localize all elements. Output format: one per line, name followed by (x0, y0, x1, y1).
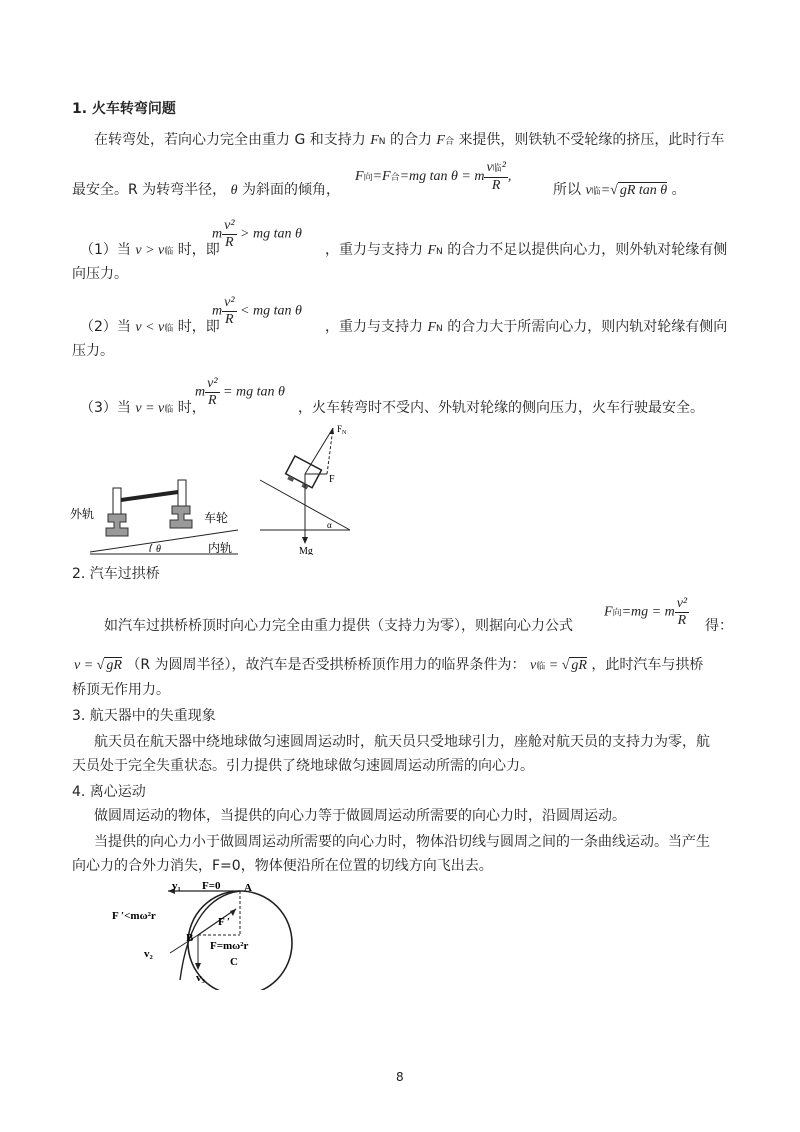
inner-rail-label: 内轨 (208, 541, 233, 555)
fn-label: $F_N$ (337, 424, 347, 436)
v3-label: v₃ (196, 972, 205, 984)
formula-ineq2: m $\frac{\text{v²}}{R}$ < mg tan θ (212, 295, 302, 327)
s2-text: （R 为圆周半径），故汽车是否受拱桥桥顶作用力的临界条件为： (126, 657, 526, 673)
incline-force-figure (255, 420, 365, 555)
s1-line1 (94, 130, 724, 152)
s1-text: 来提供，则铁轨不受轮缘的挤压，此时行车 (458, 132, 725, 148)
formula-fn: FN (370, 133, 386, 148)
s2-end: 得： (705, 618, 733, 634)
case-2 (80, 317, 220, 339)
point-b-label: B (186, 932, 194, 944)
s3-line1: 航天员在航天器中绕地球做匀速圆周运动时，航天员只受地球引力，座舱对航天员的支持力为零，航 (94, 734, 710, 750)
outer-rail-label: 外轨 (70, 507, 95, 521)
formula-fn: FN (427, 243, 443, 258)
formula-fn: FN (427, 320, 443, 335)
rail-cross-section-figure (68, 470, 248, 560)
f0-label: F=0 (202, 880, 221, 892)
s1-text: 所以 (553, 182, 581, 198)
formula-v-sqrt: v = √ gR (74, 658, 122, 673)
formula-cond2: v < v临 (135, 320, 174, 335)
case-1 (80, 240, 220, 262)
formula-vlin-sqrt: v临 = √ gR (530, 658, 587, 673)
alpha-label: α (327, 520, 332, 530)
case-text: 时，即 (177, 319, 220, 335)
point-c-label: C (230, 956, 238, 968)
s4-line1: 做圆周运动的物体，当提供的向心力等于做圆周运动所需要的向心力时，沿圆周运动。 (94, 808, 626, 824)
case-3 (80, 398, 206, 420)
s3-line2: 天员处于完全失重状态。引力提供了绕地球做匀速圆周运动所需的向心力。 (72, 758, 534, 774)
s4-line3: 向心力的合外力消失，F=0，物体便沿所在位置的切线方向飞出去。 (72, 858, 493, 874)
case-text: ，重力与支持力 (325, 319, 423, 335)
wheel-label: 车轮 (204, 511, 229, 525)
case-text: （1）当 (80, 242, 131, 258)
s2-line3: 桥顶无作用力。 (72, 682, 170, 698)
formula-eq3: m $\frac{\text{v²}}{R}$ = mg tan θ (195, 376, 285, 408)
s1-text: 的合力 (389, 132, 432, 148)
s1-text: 在转弯处，若向心力完全由重力 G 和支持力 (94, 132, 366, 148)
case-1-b (325, 240, 727, 262)
theta-label: θ (156, 544, 161, 555)
case-text: 的合力不足以提供向心力，则外轨对轮缘有侧 (447, 242, 728, 258)
section-1-title: 1. 火车转弯问题 (72, 101, 176, 117)
f-prime-label: F ′ (218, 916, 231, 928)
v2-label: v₂ (144, 948, 153, 960)
section-2-title: 2. 汽车过拱桥 (72, 566, 160, 582)
formula-f-he: F合 (436, 133, 454, 148)
section-3-title: 3. 航天器中的失重现象 (72, 708, 216, 724)
case-text: 的合力大于所需向心力，则内轨对轮缘有侧向 (447, 319, 728, 335)
case-text: （2）当 (80, 319, 131, 335)
s2-line2 (74, 655, 703, 677)
case-text: （3）当 (80, 400, 131, 416)
formula-cond1: v > v临 (135, 243, 174, 258)
formula-vlin: v临=√ gR tan θ (585, 183, 668, 198)
point-a-label: A (244, 882, 252, 894)
case-text: ，重力与支持力 (325, 242, 423, 258)
case-text: 时，即 (177, 242, 220, 258)
page-number: 8 (396, 1070, 404, 1084)
s1-text: 最安全。R 为转弯半径， (72, 182, 227, 198)
v1-label: v₁ (172, 880, 181, 892)
s2-line1: 如汽车过拱桥桥顶时向心力完全由重力提供（支持力为零），则据向心力公式 (104, 618, 573, 634)
formula-ineq1: m $\frac{\text{v²}}{R}$ > mg tan θ (212, 218, 302, 250)
case-2-b (325, 317, 727, 339)
formula-cond3: v = v临 (135, 401, 174, 416)
s4-line2: 当提供的向心力小于做圆周运动所需要的向心力时，物体沿切线与圆周之间的一条曲线运动。当产生 (94, 834, 710, 850)
f-eq-label: F=mω²r (210, 940, 249, 952)
case-text: 时， (177, 400, 206, 416)
formula-bridge: F向=mg = m $\frac{\text{v²}}{R}$ (604, 596, 688, 628)
theta-symbol: θ (230, 183, 238, 198)
case-3-b: ，火车转弯时不受内、外轨对轮缘的侧向压力，火车行驶最安全。 (298, 400, 704, 416)
s1-line2a (72, 180, 340, 201)
s1-so: 所以 v临=√ gR tan θ 。 (553, 182, 686, 198)
case-2-c: 压力。 (72, 343, 114, 359)
centrifugal-motion-figure (110, 875, 310, 990)
f-label: F (329, 474, 335, 485)
s2-text: ，此时汽车与拱桥 (591, 657, 704, 673)
case-1-c: 向压力。 (72, 266, 128, 282)
s1-text: 为斜面的倾角， (241, 182, 340, 198)
f-prime-cond-label: F ′<mω²r (112, 910, 156, 922)
mg-label: Mg (299, 546, 313, 555)
formula-main: F向=F合=mg tan θ = m $\frac{\text{v临²}}{R}$ , (355, 160, 512, 193)
section-4-title: 4. 离心运动 (72, 784, 146, 800)
